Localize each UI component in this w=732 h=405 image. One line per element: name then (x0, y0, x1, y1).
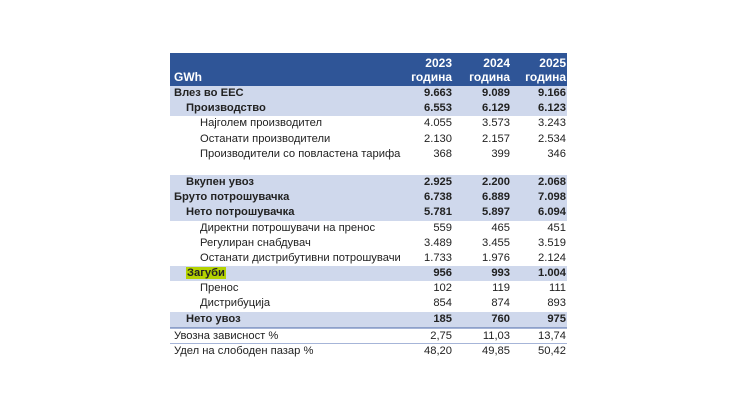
table-cell-label: Нето потрошувачка (186, 206, 295, 219)
table-row (170, 296, 567, 311)
table-cell-value: 119 (492, 282, 510, 295)
table-cell-value: 7.098 (538, 191, 566, 204)
table-cell-value: 9.089 (482, 87, 510, 99)
year-column-2023 (397, 56, 452, 84)
table-cell-label: Регулиран снабдувач (200, 236, 311, 249)
table-cell-label: 2024 (483, 56, 510, 70)
year-column-2024 (455, 56, 510, 84)
table-cell-value: 5.897 (482, 206, 510, 219)
row-gap (170, 162, 567, 175)
table-cell-value: 2,75 (430, 329, 452, 342)
table-cell-label: Вкупен увоз (186, 175, 254, 188)
table-cell-value: 2.130 (424, 132, 452, 145)
table-cell-value: 2.157 (482, 132, 510, 145)
table-row (170, 190, 567, 205)
table-cell-value: 48,20 (424, 345, 452, 357)
table-row (170, 251, 567, 266)
table-cell-value: 1.733 (424, 251, 452, 264)
table-cell-value: 3.573 (482, 117, 510, 130)
table-cell-value: 185 (433, 312, 452, 325)
table-row (170, 116, 567, 131)
table-cell-label: Нето увоз (186, 312, 241, 325)
table-cell-value: 13,74 (538, 329, 566, 342)
table-cell-value: 2.200 (482, 175, 510, 188)
table-cell-value: 346 (547, 147, 566, 160)
table-cell-value: 11,03 (482, 329, 510, 342)
table-cell-value: 854 (433, 297, 452, 310)
table-cell-value: 893 (547, 297, 566, 310)
table-cell-value: 3.519 (538, 236, 566, 249)
table-cell-value: 6.553 (424, 102, 452, 115)
table-row (170, 266, 567, 281)
table-row (170, 175, 567, 190)
losses-label-highlighted (186, 266, 226, 281)
table-header (170, 53, 567, 86)
table-cell-value: 399 (491, 147, 510, 160)
table-cell-label: Увозна зависност % (174, 329, 279, 342)
table-cell-label: Загуби (187, 267, 225, 280)
table-cell-value: 111 (548, 282, 566, 295)
table-cell-value: 956 (433, 267, 452, 280)
table-row (170, 236, 567, 251)
table-cell-label: Дистрибуција (200, 297, 271, 310)
table-cell-value: 50,42 (538, 345, 566, 357)
table-cell-value: 102 (433, 282, 452, 295)
table-row (170, 132, 567, 147)
table-cell-value: 9.166 (538, 87, 566, 99)
table-cell-label: Производство (186, 102, 266, 115)
energy-balance-table (170, 53, 567, 358)
table-cell-label: Удел на слободен пазар % (174, 345, 314, 357)
table-cell-value: 3.489 (424, 236, 452, 249)
table-cell-value: 1.976 (482, 251, 510, 264)
table-cell-value: 9.663 (424, 87, 452, 99)
table-cell-label: Директни потрошувачи на пренос (200, 221, 376, 234)
table-cell-value: 874 (491, 297, 510, 310)
table-cell-value: 5.781 (424, 206, 452, 219)
table-cell-label: Останати производители (200, 132, 331, 145)
table-cell-value: 6.094 (538, 206, 566, 219)
table-cell-value: 49,85 (482, 345, 510, 357)
table-row (170, 86, 567, 101)
table-cell-label: година (469, 70, 510, 84)
table-cell-label: 2023 (425, 56, 452, 70)
table-cell-label: година (525, 70, 566, 84)
table-cell-value: 6.123 (538, 102, 566, 115)
table-cell-value: 993 (491, 267, 510, 280)
unit-label: GWh (174, 70, 202, 84)
table-cell-label: Производители со повластена тарифа (200, 147, 401, 160)
table-row (170, 147, 567, 162)
table-row (170, 205, 567, 220)
table-cell-value: 2.124 (538, 251, 566, 264)
table-cell-label: Пренос (200, 282, 239, 295)
table-cell-value: 2.534 (538, 132, 566, 145)
table-cell-value: 368 (433, 147, 452, 160)
year-column-2025 (511, 56, 566, 84)
table-cell-value: 451 (547, 221, 566, 234)
table-cell-value: 3.455 (482, 236, 510, 249)
table-row (170, 101, 567, 116)
table-row (170, 281, 567, 296)
table-cell-value: 2.068 (538, 175, 566, 188)
table-row (170, 328, 567, 343)
table-row (170, 221, 567, 236)
table-cell-label: година (411, 70, 452, 84)
table-cell-value: 975 (547, 312, 566, 325)
table-cell-value: 2.925 (424, 175, 452, 188)
table-cell-value: 760 (491, 312, 510, 325)
table-cell-value: 3.243 (538, 117, 566, 130)
table-cell-label: Влез во ЕЕС (174, 87, 244, 99)
table-cell-value: 4.055 (424, 117, 452, 130)
table-cell-label: Останати дистрибутивни потрошувачи (200, 251, 401, 264)
table-cell-value: 465 (491, 221, 510, 234)
table-row (170, 312, 567, 328)
table-cell-label: Бруто потрошувачка (174, 191, 290, 204)
table-cell-value: 6.889 (482, 191, 510, 204)
table-cell-label: 2025 (539, 56, 566, 70)
table-row (170, 343, 567, 358)
table-cell-label: Најголем производител (200, 117, 322, 130)
table-cell-value: 6.129 (482, 102, 510, 115)
table-cell-value: 559 (433, 221, 452, 234)
table-cell-value: 1.004 (538, 267, 566, 280)
table-cell-value: 6.738 (424, 191, 452, 204)
